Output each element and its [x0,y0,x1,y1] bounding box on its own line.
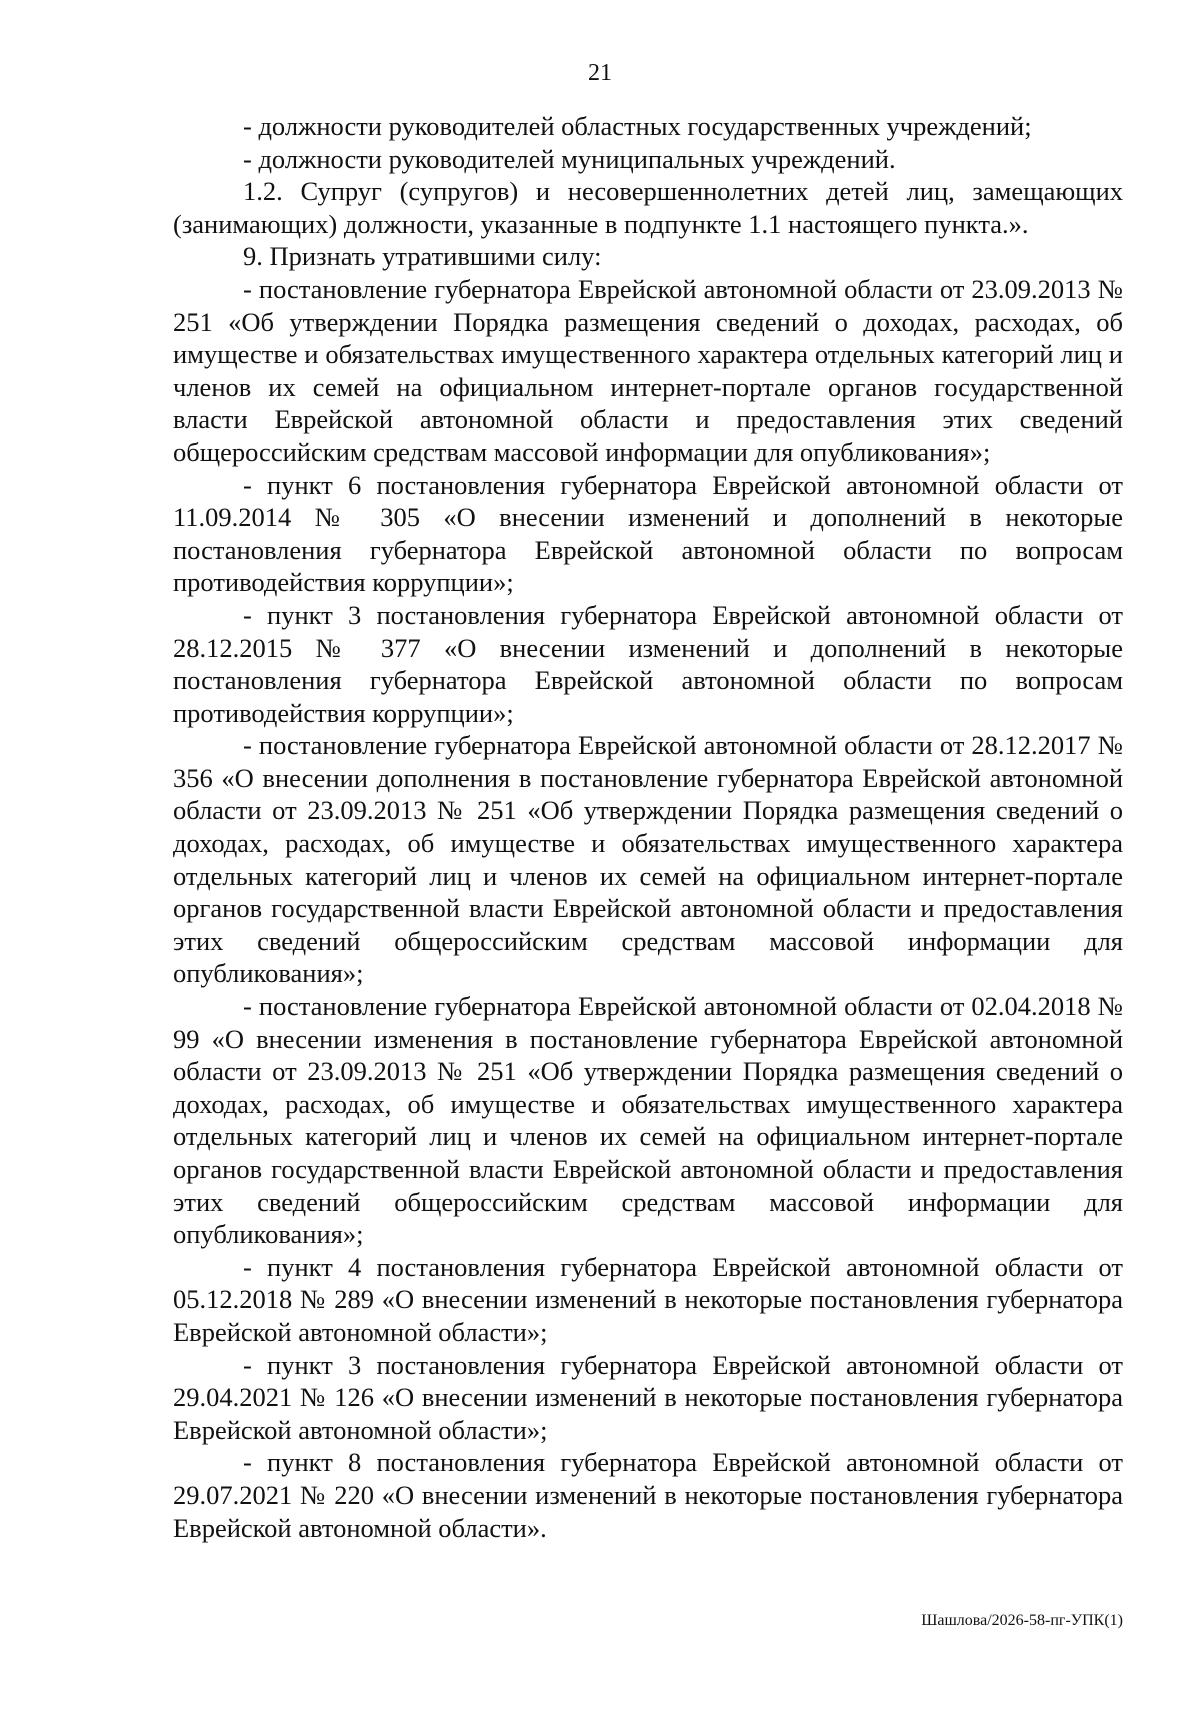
paragraph-position-regional-heads: - должности руководителей областных государственных учреждений; [243,111,1032,141]
paragraph-repeal-item: - постановление губернатора Еврейской автономной области от 02.04.2018 № 99 «О внесении изменения в постановление губернатора Еврейской автономной области от 23.09.2013 № 251 «Об утверждении Порядка размещения сведений о доходах, расходах, об имуществе и обязательствах имущественного характера отдельных категорий лиц и членов их семей на официальном интернет-портале органов государственной власти Еврейской автономной области и предоставления этих сведений общероссийским средствам массовой информации для опубликования»; [173,991,1123,1250]
page-number: 21 [588,60,612,86]
paragraph-repeal-item: - пункт 6 постановления губернатора Еврейской автономной области от 11.09.2014 № 305 «О внесении изменений и дополнений в некоторые постановления губернатора Еврейской автономной области по вопросам противодействия коррупции»; [173,469,1123,598]
document-reference-code: Шашлова/2026-58-пг-УПК(1) [921,1612,1123,1629]
paragraph-repeal-item: - пункт 3 постановления губернатора Еврейской автономной области от 29.04.2021 № 126 «О внесении изменений в некоторые постановления губернатора Еврейской автономной области»; [173,1349,1123,1445]
paragraph-repeal-item: - постановление губернатора Еврейской автономной области от 28.12.2017 № 356 «О внесении дополнения в постановление губернатора Еврейской автономной области от 23.09.2013 № 251 «Об утверждении Порядка размещения сведений о доходах, расходах, об имуществе и обязательствах имущественного характера отдельных категорий лиц и членов их семей на официальном интернет-портале органов государственной власти Еврейской автономной области и предоставления этих сведений общероссийским средствам массовой информации для опубликования»; [173,730,1123,989]
paragraph-position-municipal-heads: - должности руководителей муниципальных учреждений. [243,143,896,174]
document-body [173,110,1123,1544]
paragraph-repeal-item: - постановление губернатора Еврейской автономной области от 23.09.2013 № 251 «Об утверждении Порядка размещения сведений о доходах, расходах, об имуществе и обязательствах имущественного характера отдельных категорий лиц и членов их семей на официальном интернет-портале органов государственной власти Еврейской автономной области и предоставления этих сведений общероссийским средствам массовой информации для опубликования»; [173,273,1123,467]
paragraph-clause-9: 9. Признать утратившими силу: [243,241,602,272]
paragraph-repeal-item: - пункт 3 постановления губернатора Еврейской автономной области от 28.12.2015 № 377 «О внесении изменений и дополнений в некоторые постановления губернатора Еврейской автономной области по вопросам противодействия коррупции»; [173,599,1123,728]
paragraph-repeal-item: - пункт 8 постановления губернатора Еврейской автономной области от 29.07.2021 № 220 «О внесении изменений в некоторые постановления губернатора Еврейской автономной области». [173,1447,1123,1543]
paragraph-clause-1-2: 1.2. Супруг (супругов) и несовершеннолетних детей лиц, замещающих (занимающих) должности, указанные в подпункте 1.1 настоящего пункта.». [173,176,1123,239]
paragraph-repeal-item: - пункт 4 постановления губернатора Еврейской автономной области от 05.12.2018 № 289 «О внесении изменений в некоторые постановления губернатора Еврейской автономной области»; [173,1251,1123,1347]
